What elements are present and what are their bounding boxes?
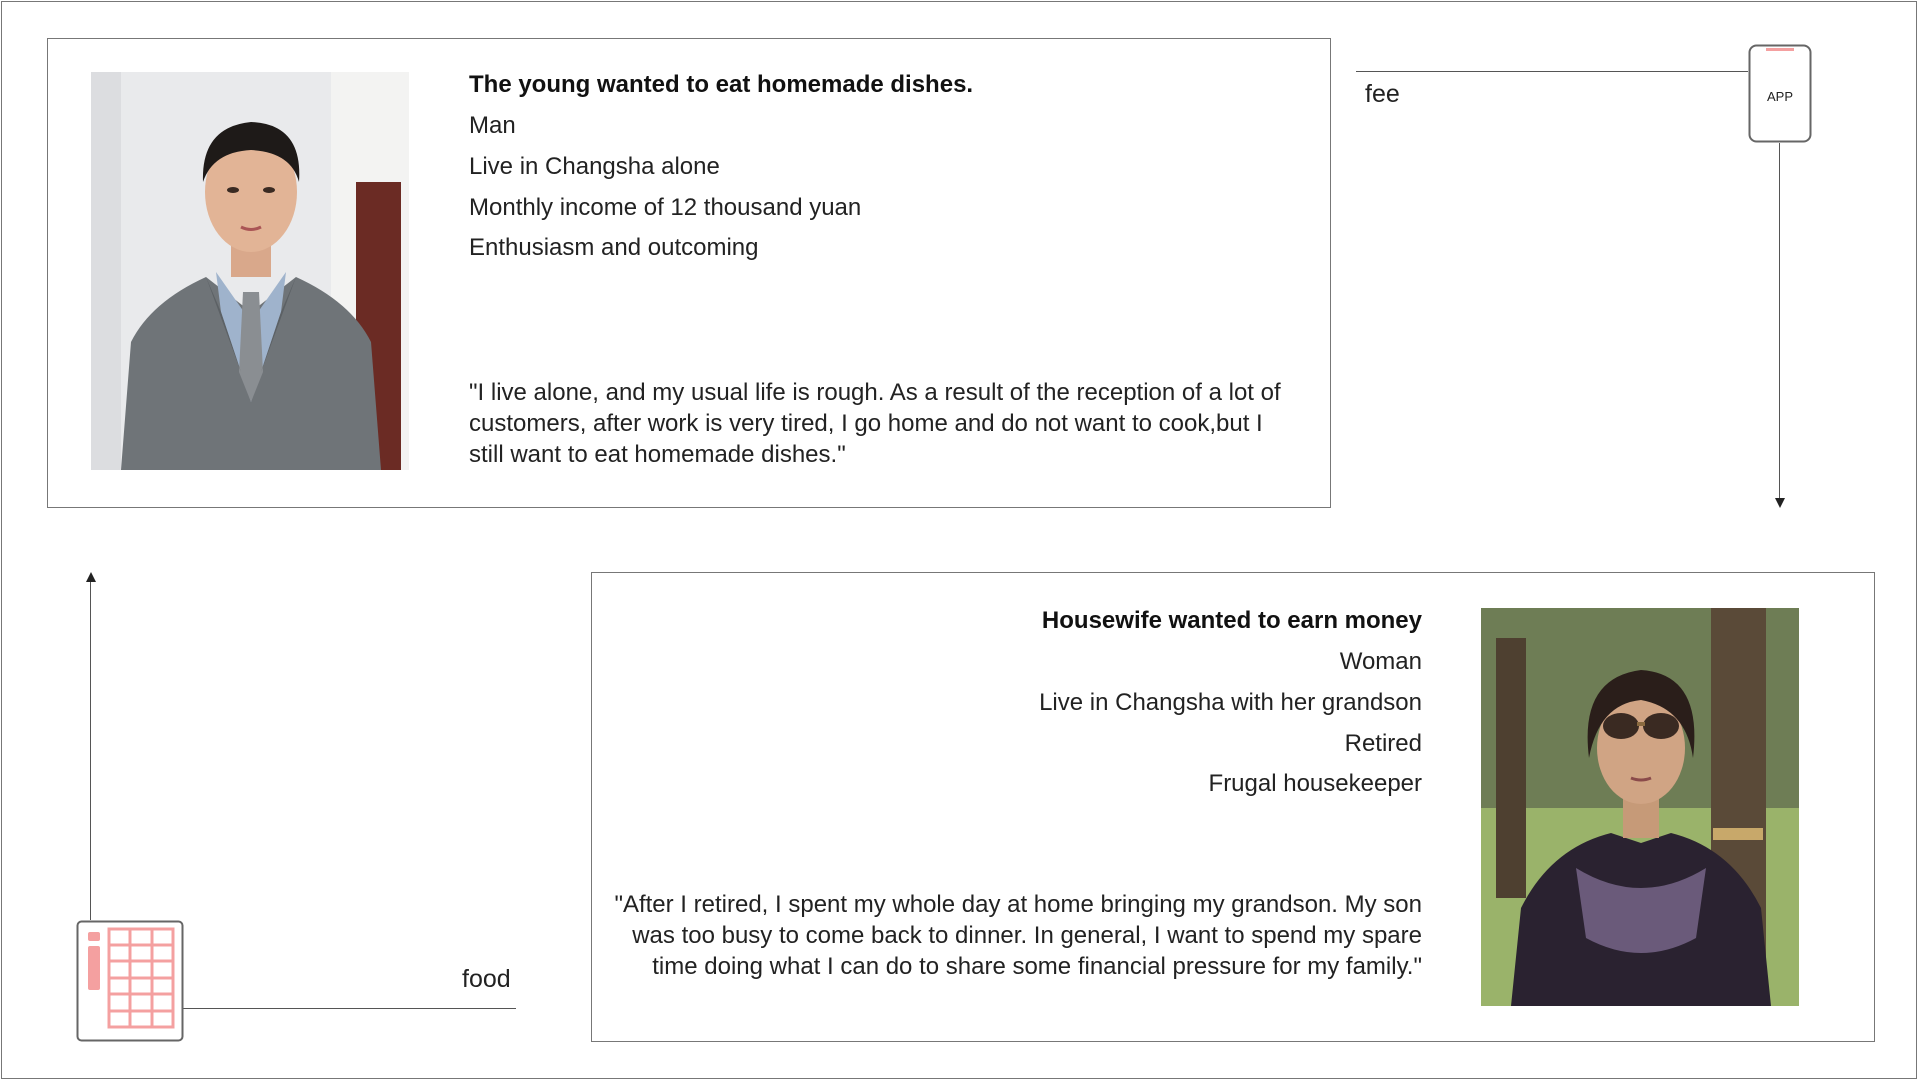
- app-label: APP: [1766, 89, 1794, 104]
- housewife-quote: "After I retired, I spent my whole day at home bringing my grandson. My son was too busy to come back to dinner. In general, I want to spend my spare time doing what I can do to share some financial pressure for my family.": [614, 891, 1422, 980]
- fridge-icon: [76, 920, 184, 1042]
- fee-label: fee: [1365, 80, 1400, 108]
- young-residence: Live in Changsha alone: [469, 153, 720, 180]
- fee-connector-line: [1356, 71, 1748, 72]
- housewife-photo: [1481, 608, 1799, 1006]
- housewife-residence: Live in Changsha with her grandson: [1039, 689, 1422, 716]
- young-title: The young wanted to eat homemade dishes.: [469, 71, 974, 98]
- app-down-arrow: [1775, 498, 1785, 508]
- fridge-up-line: [90, 582, 91, 920]
- persona-card-housewife: [591, 572, 1875, 1042]
- housewife-status: Retired: [1344, 730, 1422, 757]
- fridge-up-arrow: [86, 572, 96, 582]
- app-phone-icon: [1748, 44, 1812, 143]
- housewife-personality: Frugal housekeeper: [1208, 770, 1422, 797]
- app-down-line: [1779, 143, 1780, 500]
- food-label: food: [462, 965, 511, 993]
- young-quote: "I live alone, and my usual life is rough. As a result of the reception of a lot of customers, after work is very tired, I go home and do not want to cook,but I still want to eat homemade dishes.": [469, 379, 1281, 468]
- persona-card-young: [47, 38, 1331, 508]
- young-personality: Enthusiasm and outcoming: [469, 234, 759, 261]
- young-gender: Man: [469, 112, 516, 139]
- housewife-title: Housewife wanted to earn money: [1041, 607, 1422, 634]
- young-income: Monthly income of 12 thousand yuan: [469, 194, 862, 221]
- housewife-gender: Woman: [1339, 648, 1422, 675]
- young-man-photo: [91, 72, 409, 470]
- food-connector-line: [182, 1008, 516, 1009]
